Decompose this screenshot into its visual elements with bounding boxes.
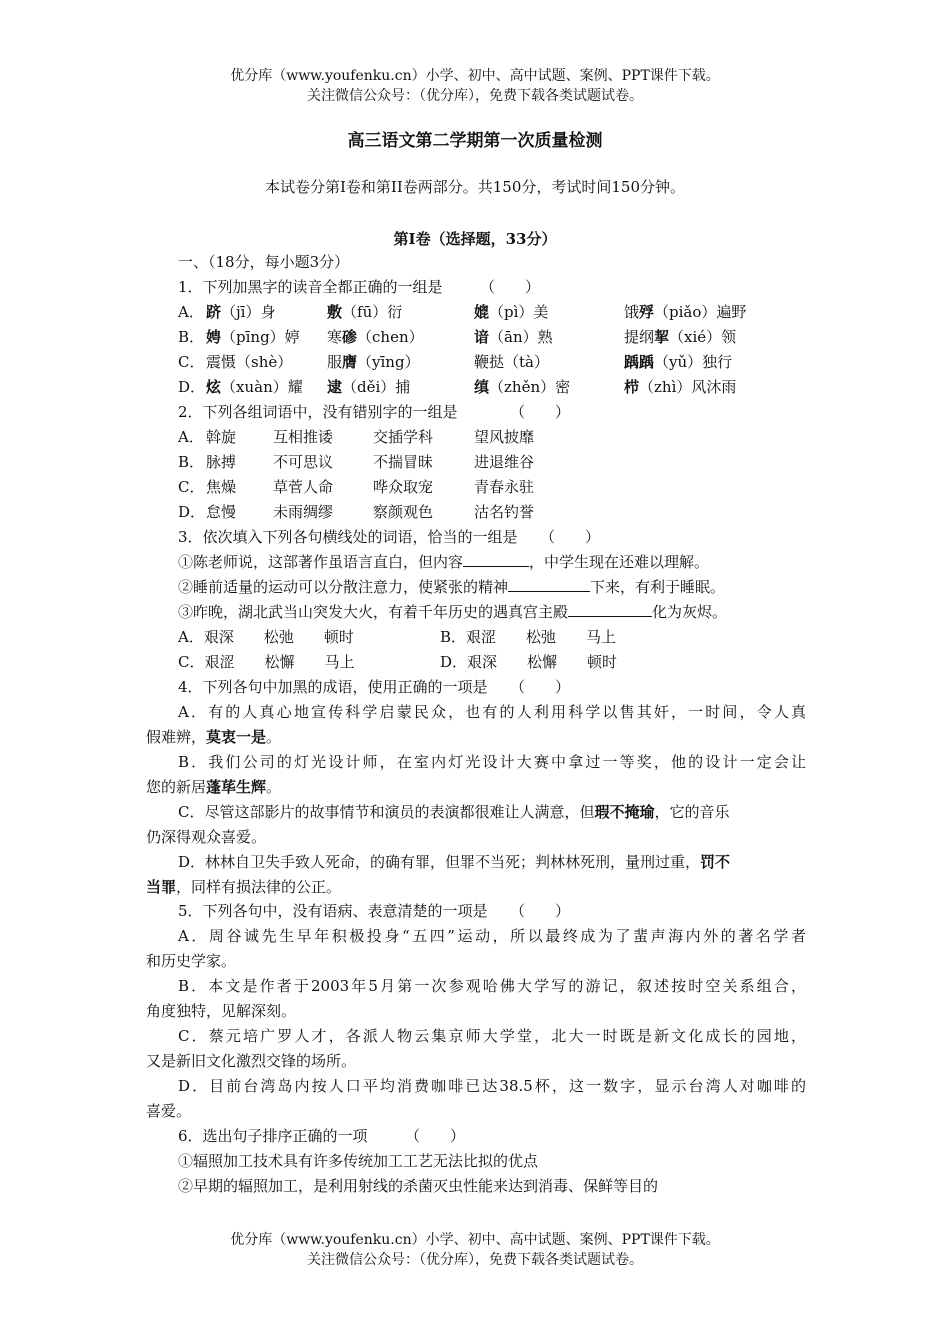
q1-c-label: C．: [178, 353, 205, 371]
q3-sentence-2: [178, 577, 725, 597]
q1-c-w2-pre: 服: [327, 353, 343, 371]
q2-a-w3: 交插学科: [373, 428, 434, 446]
q4-c-idiom: 瑕不掩瑜: [594, 803, 655, 821]
q2-d-w1: 怠慢: [206, 503, 237, 521]
q3-sentence-1: [178, 552, 709, 572]
q4-d-line2: [146, 877, 341, 897]
q2-a-w4: 望风披靡: [474, 428, 535, 446]
q1-b-label: B．: [178, 328, 205, 346]
q3-option-a: A．艰深 松弛 顿时: [178, 628, 354, 646]
q1-d-w4: 栉: [624, 378, 640, 396]
q1-b-w2-pre: 寒: [327, 328, 343, 346]
q1-a-w2: 敷: [327, 303, 343, 321]
q5-b-line2: 角度独特，见解深刻。: [146, 1002, 297, 1020]
q1-d-w3: 缜: [474, 378, 490, 396]
q1-a-w1: 跻: [206, 303, 222, 321]
q1-a-label: A．: [178, 303, 204, 321]
q1-c-w2: 膺: [342, 353, 358, 371]
q3-stem: 3．依次填入下列各句横线处的词语，恰当的一组是 （ ）: [178, 528, 601, 546]
q1-b-w1-rest: （pīng）婷: [221, 328, 300, 346]
q3-option-d: D．艰深 松懈 顿时: [440, 653, 618, 671]
q1-b-w4-pre: 提纲: [624, 328, 655, 346]
q1-a-w3-rest: （pì）美: [489, 303, 549, 321]
q1-c-w1-rest: （shè）: [236, 353, 293, 371]
q4-b-idiom: 蓬荜生辉: [206, 778, 267, 796]
q1-d-w2: 逮: [327, 378, 343, 396]
q5-d-line2: 喜爱。: [146, 1102, 192, 1120]
q4-d-line1: [178, 852, 730, 872]
footer-line-2: 关注微信公众号：（优分库），免费下载各类试题试卷。: [307, 1252, 643, 1268]
q2-stem: 2．下列各组词语中，没有错别字的一组是 （ ）: [178, 403, 571, 421]
q4-stem: 4．下列各句中加黑的成语，使用正确的一项是 （ ）: [178, 678, 571, 696]
q2-b-w3: 不揣冒昧: [373, 453, 434, 471]
q1-d-label: D．: [178, 378, 206, 396]
q2-b-w2: 不可思议: [273, 453, 334, 471]
q3-blank-3: [568, 602, 652, 617]
q4-d-idiom-part1: 罚不: [700, 853, 731, 871]
q1-c-w2-rest: （yīng）: [357, 353, 420, 371]
q4-d-idiom-part2: 当罪: [146, 878, 177, 896]
q1-c-w3-rest: （tà）: [504, 353, 549, 371]
footer-line-1: 优分库（www.youfenku.cn）小学、初中、高中试题、案例、PPT课件下载。: [230, 1232, 720, 1248]
q3-blank-2: [508, 577, 590, 592]
q6-sentence-2: ②早期的辐照加工，是利用射线的杀菌灭虫性能来达到消毒、保鲜等目的: [178, 1177, 659, 1195]
q1-a-w1-rest: （jī）身: [221, 303, 276, 321]
q3-s1-a: ①陈老师说，这部著作虽语言直白，但内容: [178, 553, 464, 571]
q4-c-line1: [178, 802, 730, 822]
q4-c-post: ，它的音乐: [654, 803, 730, 821]
q1-b-w1: 娉: [206, 328, 222, 346]
section-heading: 第I卷（选择题，33分）: [393, 230, 557, 248]
q4-a-line2: [146, 727, 281, 747]
q4-a-post: 。: [266, 728, 282, 746]
q3-option-b: B．艰涩 松弛 马上: [440, 628, 617, 646]
header-line-1: 优分库（www.youfenku.cn）小学、初中、高中试题、案例、PPT课件下载。: [230, 68, 720, 84]
q1-c-w1: 震慑: [206, 353, 237, 371]
q5-b-line1: B．本文是作者于2003年5月第一次参观哈佛大学写的游记，叙述按时空关系组合，: [178, 977, 806, 995]
q4-c-line2: 仍深得观众喜爱。: [146, 828, 267, 846]
q2-b-w4: 进退维谷: [474, 453, 535, 471]
header-line-2: 关注微信公众号：（优分库），免费下载各类试题试卷。: [307, 88, 643, 104]
q4-b-line1: B．我们公司的灯光设计师，在室内灯光设计大赛中拿过一等奖，他的设计一定会让: [178, 753, 806, 771]
q1-c-w4-rest: （yǔ）独行: [654, 353, 733, 371]
q1-a-w4-rest: （piǎo）遍野: [654, 303, 747, 321]
page-title: 高三语文第二学期第一次质量检测: [347, 131, 603, 151]
q2-c-w2: 草菅人命: [273, 478, 334, 496]
q1-c-w4: 踽踽: [624, 353, 655, 371]
q2-b-label: B．: [178, 453, 205, 471]
exam-intro: 本试卷分第I卷和第II卷两部分。共150分，考试时间150分钟。: [264, 178, 686, 196]
q1-a-w3: 媲: [474, 303, 490, 321]
q3-s1-b: ，中学生现在还难以理解。: [529, 553, 710, 571]
q4-c-pre: C．尽管这部影片的故事情节和演员的表演都很难让人满意，但: [178, 803, 595, 821]
q4-b-post: 。: [266, 778, 282, 796]
q3-s3-b: 化为灰烬。: [652, 603, 728, 621]
q1-c-w3: 鞭挞: [474, 353, 505, 371]
q1-d-w2-rest: （děi）捕: [342, 378, 411, 396]
q3-sentence-3: [178, 602, 727, 622]
q1-b-w4: 挈: [654, 328, 670, 346]
q4-d-post: ，同样有损法律的公正。: [176, 878, 342, 896]
q6-stem: 6．选出句子排序正确的一项 （ ）: [178, 1127, 466, 1145]
q4-d-pre: D．林林自卫失手致人死命，的确有罪，但罪不当死；判林林死刑，量刑过重，: [178, 853, 701, 871]
q2-c-w3: 哗众取宠: [373, 478, 434, 496]
q2-a-w1: 斡旋: [206, 428, 237, 446]
q1-b-w4-rest: （xié）领: [669, 328, 737, 346]
q2-d-w4: 沽名钓誉: [474, 503, 535, 521]
q5-c-line2: 又是新旧文化激烈交锋的场所。: [146, 1052, 357, 1070]
q1-a-w4: 殍: [639, 303, 655, 321]
q2-d-w3: 察颜观色: [373, 503, 434, 521]
q1-stem: 1．下列加黑字的读音全都正确的一组是 （ ）: [178, 278, 541, 296]
q1-b-w2-rest: （chen）: [357, 328, 424, 346]
q5-a-line1: A．周谷诚先生早年积极投身“五四”运动，所以最终成为了蜚声海内外的著名学者: [178, 927, 806, 945]
q2-d-w2: 未雨绸缪: [273, 503, 334, 521]
q3-s2-a: ②睡前适量的运动可以分散注意力，使紧张的精神: [178, 578, 509, 596]
q3-option-c: C．艰涩 松懈 马上: [178, 653, 355, 671]
q1-b-w2: 碜: [342, 328, 358, 346]
q5-d-line1: D．目前台湾岛内按人口平均消费咖啡已达38.5杯，这一数字，显示台湾人对咖啡的: [178, 1077, 806, 1095]
q2-c-w1: 焦燥: [206, 478, 237, 496]
q1-a-w2-rest: （fū）衍: [342, 303, 403, 321]
q5-a-line2: 和历史学家。: [146, 952, 237, 970]
q4-b-line2: [146, 777, 281, 797]
q4-b-pre: 您的新居: [146, 778, 207, 796]
q2-b-w1: 脉搏: [206, 453, 237, 471]
q6-sentence-1: ①辐照加工技术具有许多传统加工工艺无法比拟的优点: [178, 1152, 539, 1170]
q1-d-w4-rest: （zhì）风沐雨: [639, 378, 737, 396]
q2-c-w4: 青春永驻: [474, 478, 535, 496]
q3-blank-1: [463, 552, 529, 567]
q1-d-w3-rest: （zhěn）密: [489, 378, 571, 396]
q1-a-w4-pre: 饿: [624, 303, 640, 321]
q3-s2-b: 下来，有利于睡眠。: [590, 578, 726, 596]
q1-b-w3-rest: （ān）熟: [489, 328, 553, 346]
q2-c-label: C．: [178, 478, 205, 496]
q2-a-w2: 互相推诿: [273, 428, 334, 446]
q3-s3-a: ③昨晚，湖北武当山突发大火，有着千年历史的遇真宫主殿: [178, 603, 569, 621]
q2-a-label: A．: [178, 428, 204, 446]
q2-d-label: D．: [178, 503, 206, 521]
q1-d-w1: 炫: [206, 378, 222, 396]
q1-b-w3: 谙: [474, 328, 490, 346]
part-heading: 一、（18分，每小题3分）: [178, 253, 350, 271]
q5-stem: 5．下列各句中，没有语病、表意清楚的一项是 （ ）: [178, 902, 571, 920]
q5-c-line1: C．蔡元培广罗人才，各派人物云集京师大学堂，北大一时既是新文化成长的园地，: [178, 1027, 806, 1045]
q4-a-line1: A．有的人真心地宣传科学启蒙民众，也有的人利用科学以售其奸，一时间，令人真: [178, 703, 806, 721]
q1-d-w1-rest: （xuàn）耀: [221, 378, 303, 396]
q4-a-pre: 假难辨，: [146, 728, 207, 746]
q4-a-idiom: 莫衷一是: [206, 728, 267, 746]
